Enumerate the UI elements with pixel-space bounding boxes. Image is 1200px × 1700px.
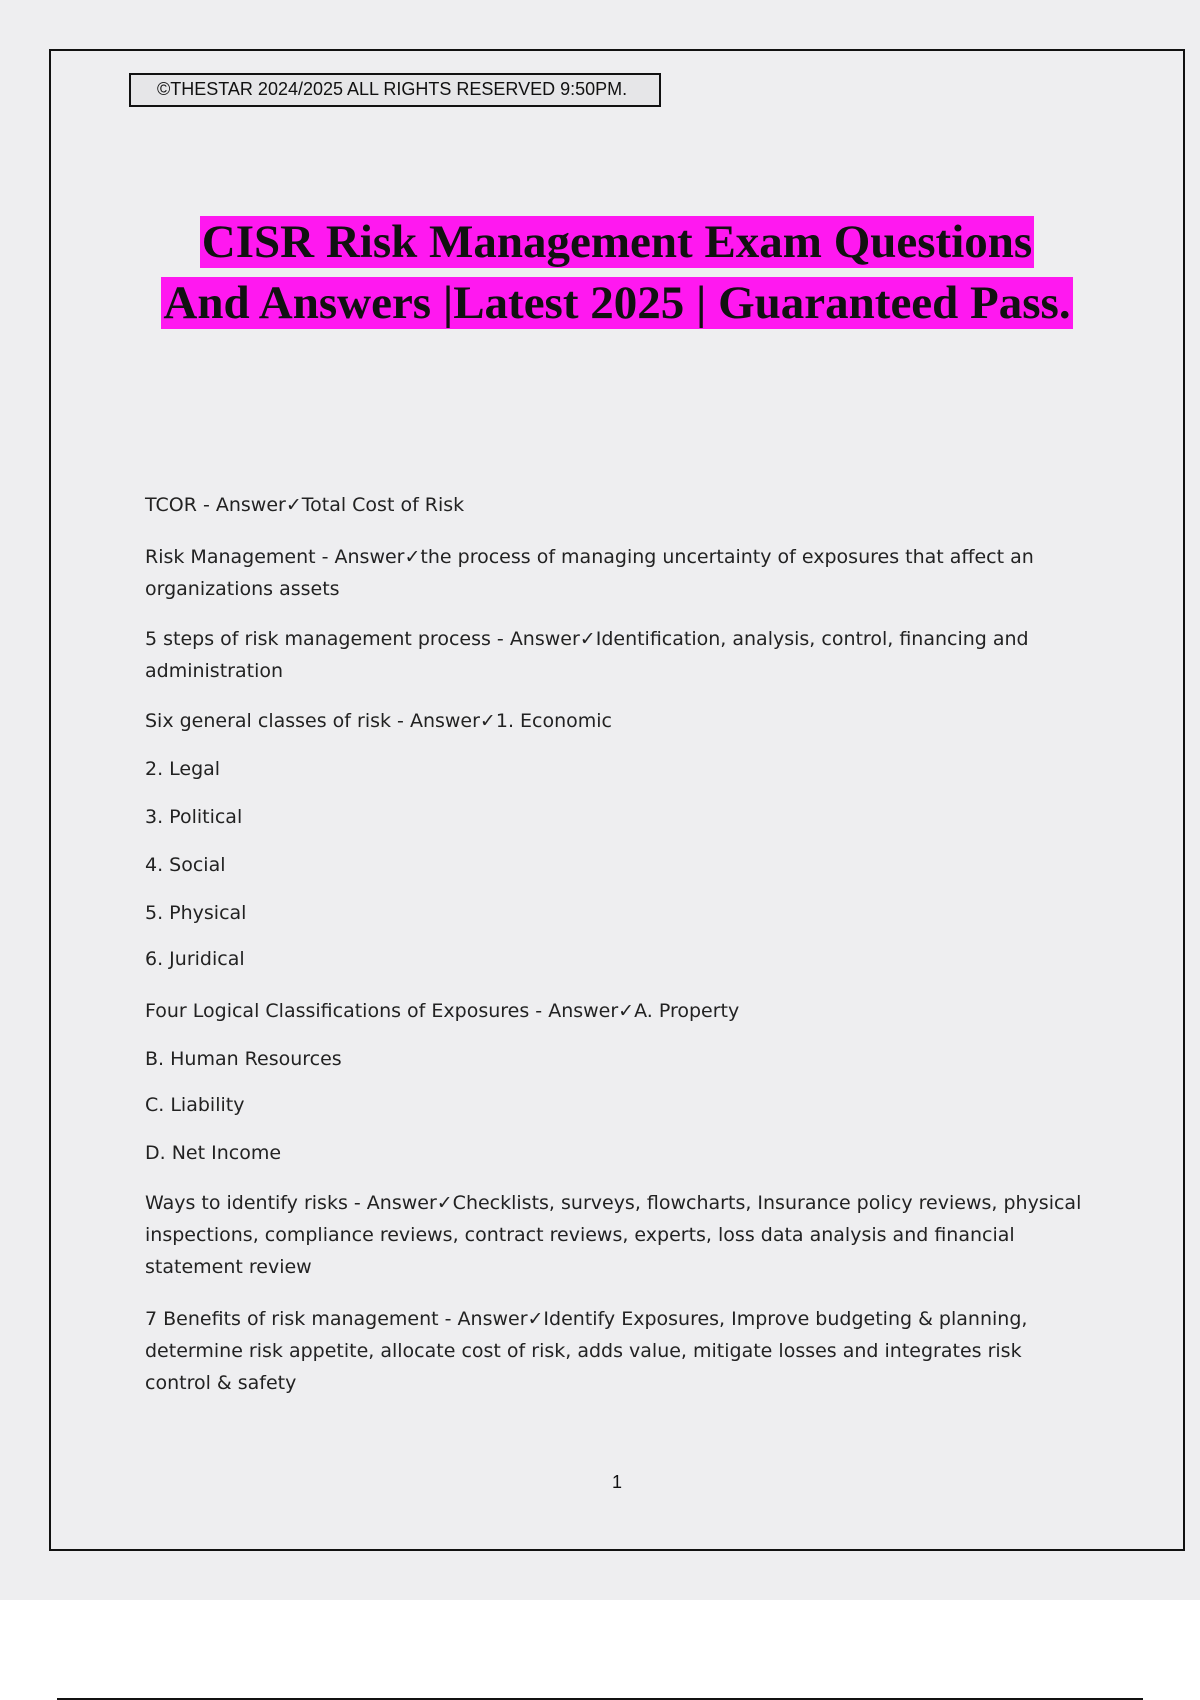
list-item: 6. Juridical <box>145 948 245 970</box>
list-item: 4. Social <box>145 854 226 876</box>
title-line-2: And Answers |Latest 2025 | Guaranteed Pass. <box>163 277 1071 329</box>
title-line-1: CISR Risk Management Exam Questions <box>201 216 1033 268</box>
qa-entry: Four Logical Classifications of Exposures - Answer✓A. Property <box>145 1000 740 1022</box>
page-number: 1 <box>611 1472 622 1492</box>
list-item: D. Net Income <box>145 1142 282 1164</box>
qa-entry: Six general classes of risk - Answer✓1. Economic <box>145 710 612 732</box>
list-item: 5. Physical <box>145 902 247 924</box>
qa-entry: Risk Management - Answer✓the process of managing uncertainty of exposures that affect an organizations assets <box>145 546 1034 600</box>
list-item: 2. Legal <box>145 758 221 780</box>
document-title <box>60 212 1174 334</box>
list-item: 3. Political <box>145 806 243 828</box>
list-item: B. Human Resources <box>145 1048 342 1070</box>
qa-entry: Ways to identify risks - Answer✓Checklists, surveys, flowcharts, Insurance policy reviews, physical inspections, compliance reviews, contract reviews, experts, loss data analysis and financial statement review <box>145 1192 1082 1278</box>
copyright-notice: ©THESTAR 2024/2025 ALL RIGHTS RESERVED 9:50PM. <box>129 73 661 107</box>
qa-entry: 7 Benefits of risk management - Answer✓Identify Exposures, Improve budgeting & planning, determine risk appetite, allocate cost of risk, adds value, mitigate losses and integrates risk control & safety <box>145 1308 1028 1394</box>
qa-entry: TCOR - Answer✓Total Cost of Risk <box>145 494 465 516</box>
qa-content <box>145 489 1085 1399</box>
list-item: C. Liability <box>145 1094 245 1116</box>
qa-entry: 5 steps of risk management process - Answer✓Identification, analysis, control, financing and administration <box>145 628 1029 682</box>
